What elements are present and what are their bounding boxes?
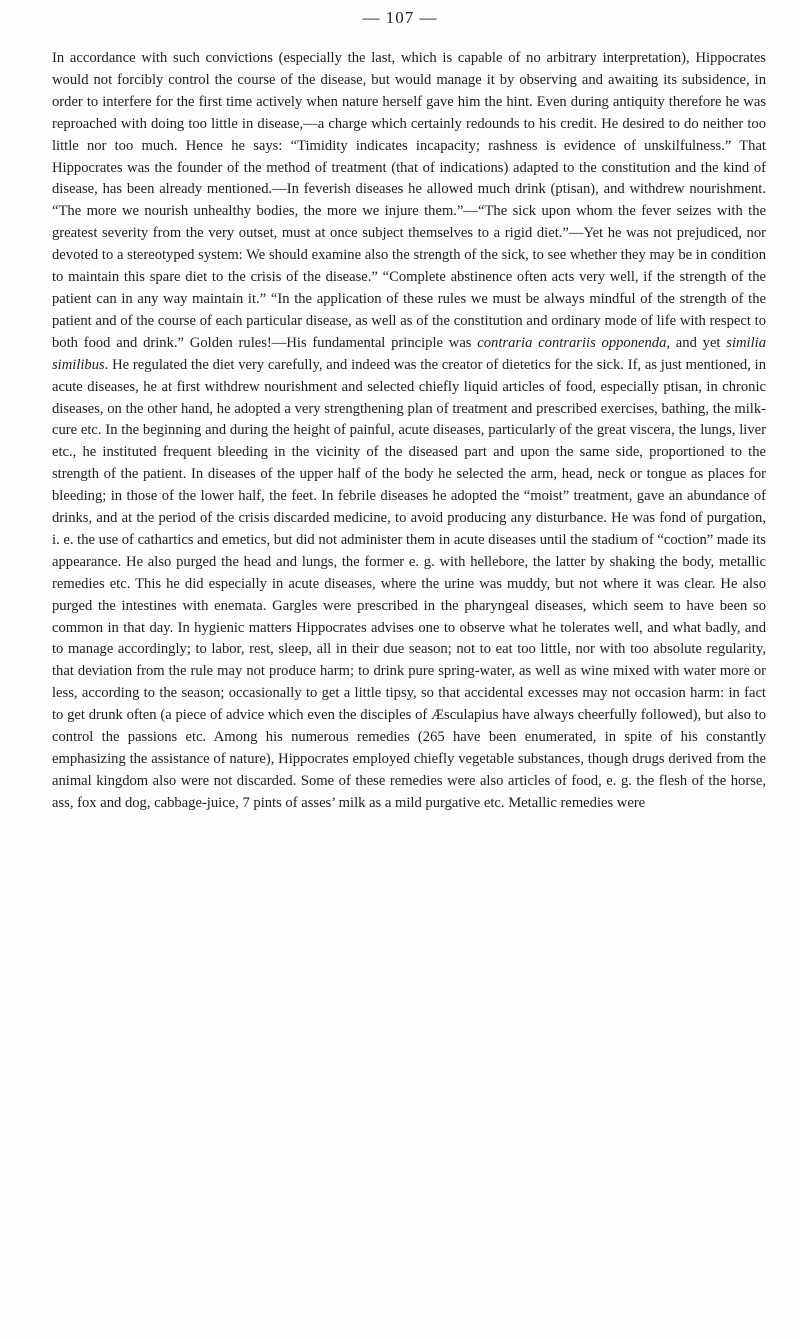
text-run-3: . He regulated the diet very carefully, and indeed was the creator of dietetics for the sick. If, as just mentioned, in acute diseases, he at first withdrew nourishment and selected chiefly liquid articles of food, especially ptisan, in chronic diseases, on the other hand, he adopted a very strengthening plan of treatment and prescribed exercises, bathing, the milk-cure etc. In the beginning and during the height of painful, acute diseases, particularly of the great viscera, the lungs, liver etc., he instituted frequent bleeding in the vicinity of the diseased part and upon the same side, proportioned to the strength of the patient. In diseases of the upper half of the body he selected the arm, head, neck or tongue as places for bleeding; in those of the lower half, the feet. In febrile diseases he adopted the “moist” treatment, gave an abundance of drinks, and at the period of the crisis discarded medicine, to avoid producing any disturbance. He was fond of purgation, i. e. the use of cathartics and emetics, but did not administer them in acute diseases until the stadium of “coction” made its appearance. He also purged the head and lungs, the former e. g. with hellebore, the latter by shaking the body, metallic remedies etc. This he did especially in acute diseases, where the urine was muddy, but not where it was clear. He also purged the intestines with enemata. Gargles were prescribed in the pharyngeal diseases, which seem to have been so common in that day. In hygienic matters Hippocrates advises one to observe what he tolerates well, and what badly, and to manage accordingly; to labor, rest, sleep, all in their due season; not to eat too little, nor with too absolute regularity, that deviation from the rule may not produce harm; to drink pure spring-water, as well as wine mixed with water more or less, according to the season; occasionally to get a little tipsy, so that accidental excesses may not occasion harm: in fact to get drunk often (a piece of advice which even the disciples of Æsculapius have always cheerfully followed), but also to control the passions etc. Among his numerous remedies (265 have been enumerated, in spite of his constantly emphasizing the assistance of nature), Hippocrates employed chiefly vegetable substances, though drugs derived from the animal kingdom also were not discarded. Some of these remedies were also articles of food, e. g. the flesh of the horse, ass, fox and dog, cabbage-juice, 7 pints of asses’ milk as a mild purgative etc. Metallic remedies were <box>52 356 766 811</box>
body-text <box>52 48 766 815</box>
page-number: — 107 — <box>362 8 438 27</box>
latin-phrase-similia: similia similibus <box>52 334 766 373</box>
text-run-1: In accordance with such convictions (especially the last, which is capable of no arbitrary interpretation), Hippocrates would not forcibly control the course of the disease, but would manage it by observing and awaiting its subsidence, in order to interfere for the first time actively when nature herself gave him the hint. Even during antiquity therefore he was reproached with doing too little in disease,—a charge which certainly redounds to his credit. He desired to do neither too little nor too much. Hence he says: “Timidity indicates incapacity; rashness is evidence of unskilfulness.” That Hippocrates was the founder of the method of treatment (that of indications) adapted to the constitution and the kind of disease, has been already mentioned.—In feverish diseases he allowed much drink (ptisan), and withdrew nourishment. “The more we nourish unhealthy bodies, the more we injure them.”—“The sick upon whom the fever seizes with the greatest severity from the very outset, must at once subject themselves to a rigid diet.”—Yet he was not prejudiced, nor devoted to a stereotyped system: We should examine also the strength of the sick, to see whether they may be in condition to maintain this spare diet to the crisis of the disease.” “Complete abstinence often acts very well, if the strength of the patient can in any way maintain it.” “In the application of these rules we must be always mindful of the strength of the patient and of the course of each particular disease, as well as of the constitution and ordinary mode of life with respect to both food and drink.” Golden rules!—His fundamental principle was <box>52 50 766 351</box>
text-run-2: , and yet <box>666 334 727 351</box>
latin-phrase-contraria: contraria contrariis opponenda <box>477 334 667 351</box>
main-paragraph <box>52 48 766 815</box>
